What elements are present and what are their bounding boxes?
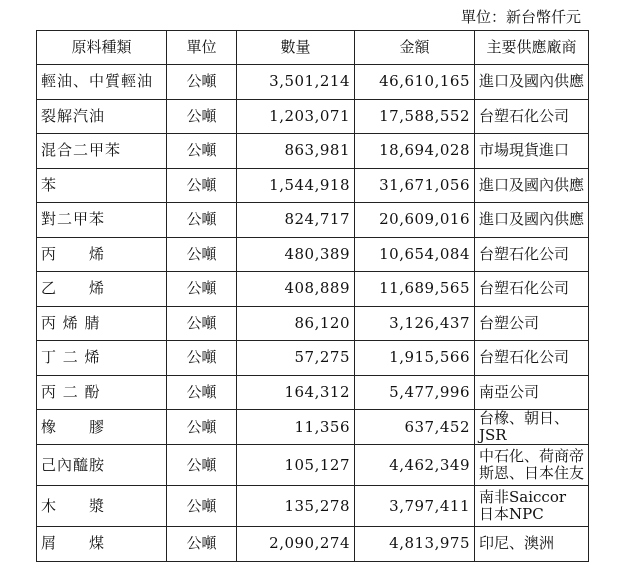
amount-cell: 18,694,028 [355, 134, 475, 169]
amount-cell: 31,671,056 [355, 168, 475, 203]
amount-cell: 46,610,165 [355, 65, 475, 100]
header-supplier: 主要供應廠商 [475, 31, 589, 65]
quantity-cell: 480,389 [237, 237, 355, 272]
supplier-cell: 台塑公司 [475, 306, 589, 341]
amount-cell: 1,915,566 [355, 341, 475, 376]
raw-materials-table [36, 30, 589, 562]
supplier-cell: 南非Saiccor 日本NPC [475, 486, 589, 527]
table-row [37, 65, 589, 100]
quantity-cell: 1,203,071 [237, 99, 355, 134]
supplier-cell: 台塑石化公司 [475, 99, 589, 134]
amount-cell: 5,477,996 [355, 375, 475, 410]
quantity-cell: 1,544,918 [237, 168, 355, 203]
table-row [37, 527, 589, 562]
amount-cell: 10,654,084 [355, 237, 475, 272]
header-amount: 金額 [355, 31, 475, 65]
table-row [37, 486, 589, 527]
quantity-cell: 2,090,274 [237, 527, 355, 562]
material-cell: 丙 二 酚 [37, 375, 167, 410]
supplier-cell: 台橡、朝日、JSR [475, 410, 589, 445]
amount-cell: 20,609,016 [355, 203, 475, 238]
quantity-cell: 135,278 [237, 486, 355, 527]
supplier-cell: 台塑石化公司 [475, 341, 589, 376]
material-cell: 輕油、中質輕油 [37, 65, 167, 100]
material-cell: 屑 煤 [37, 527, 167, 562]
amount-cell: 4,813,975 [355, 527, 475, 562]
supplier-cell: 南亞公司 [475, 375, 589, 410]
unit-cell: 公噸 [167, 134, 237, 169]
quantity-cell: 863,981 [237, 134, 355, 169]
supplier-cell: 台塑石化公司 [475, 272, 589, 307]
table-row [37, 134, 589, 169]
quantity-cell: 824,717 [237, 203, 355, 238]
unit-cell: 公噸 [167, 203, 237, 238]
supplier-cell: 進口及國內供應 [475, 65, 589, 100]
supplier-cell: 進口及國內供應 [475, 168, 589, 203]
material-cell: 乙 烯 [37, 272, 167, 307]
table-row [37, 203, 589, 238]
amount-cell: 4,462,349 [355, 445, 475, 486]
unit-cell: 公噸 [167, 168, 237, 203]
quantity-cell: 57,275 [237, 341, 355, 376]
unit-cell: 公噸 [167, 341, 237, 376]
quantity-cell: 164,312 [237, 375, 355, 410]
unit-cell: 公噸 [167, 237, 237, 272]
material-cell: 木 漿 [37, 486, 167, 527]
table-row [37, 99, 589, 134]
amount-cell: 11,689,565 [355, 272, 475, 307]
material-cell: 橡 膠 [37, 410, 167, 445]
unit-cell: 公噸 [167, 445, 237, 486]
supplier-cell: 市場現貨進口 [475, 134, 589, 169]
material-cell: 己內醯胺 [37, 445, 167, 486]
supplier-cell: 進口及國內供應 [475, 203, 589, 238]
unit-cell: 公噸 [167, 65, 237, 100]
unit-cell: 公噸 [167, 306, 237, 341]
unit-cell: 公噸 [167, 375, 237, 410]
table-row [37, 168, 589, 203]
amount-cell: 637,452 [355, 410, 475, 445]
material-cell: 苯 [37, 168, 167, 203]
supplier-cell: 台塑石化公司 [475, 237, 589, 272]
quantity-cell: 408,889 [237, 272, 355, 307]
amount-cell: 3,797,411 [355, 486, 475, 527]
quantity-cell: 86,120 [237, 306, 355, 341]
header-quantity: 數量 [237, 31, 355, 65]
table-row [37, 237, 589, 272]
supplier-cell: 印尼、澳洲 [475, 527, 589, 562]
header-material: 原料種類 [37, 31, 167, 65]
table-row [37, 272, 589, 307]
table-row [37, 306, 589, 341]
table-row [37, 410, 589, 445]
amount-cell: 17,588,552 [355, 99, 475, 134]
unit-cell: 公噸 [167, 272, 237, 307]
material-cell: 混合二甲苯 [37, 134, 167, 169]
unit-note: 單位：新台幣仟元 [460, 8, 581, 26]
quantity-cell: 105,127 [237, 445, 355, 486]
material-cell: 丙 烯 [37, 237, 167, 272]
material-cell: 裂解汽油 [37, 99, 167, 134]
material-cell: 丁 二 烯 [37, 341, 167, 376]
material-cell: 丙 烯 腈 [37, 306, 167, 341]
quantity-cell: 11,356 [237, 410, 355, 445]
unit-cell: 公噸 [167, 410, 237, 445]
amount-cell: 3,126,437 [355, 306, 475, 341]
header-unit: 單位 [167, 31, 237, 65]
table-row [37, 445, 589, 486]
table-row [37, 375, 589, 410]
unit-cell: 公噸 [167, 527, 237, 562]
material-cell: 對二甲苯 [37, 203, 167, 238]
supplier-cell: 中石化、荷商帝 斯恩、日本住友 [475, 445, 589, 486]
quantity-cell: 3,501,214 [237, 65, 355, 100]
unit-cell: 公噸 [167, 486, 237, 527]
table-row [37, 341, 589, 376]
header-row [37, 31, 589, 65]
unit-cell: 公噸 [167, 99, 237, 134]
